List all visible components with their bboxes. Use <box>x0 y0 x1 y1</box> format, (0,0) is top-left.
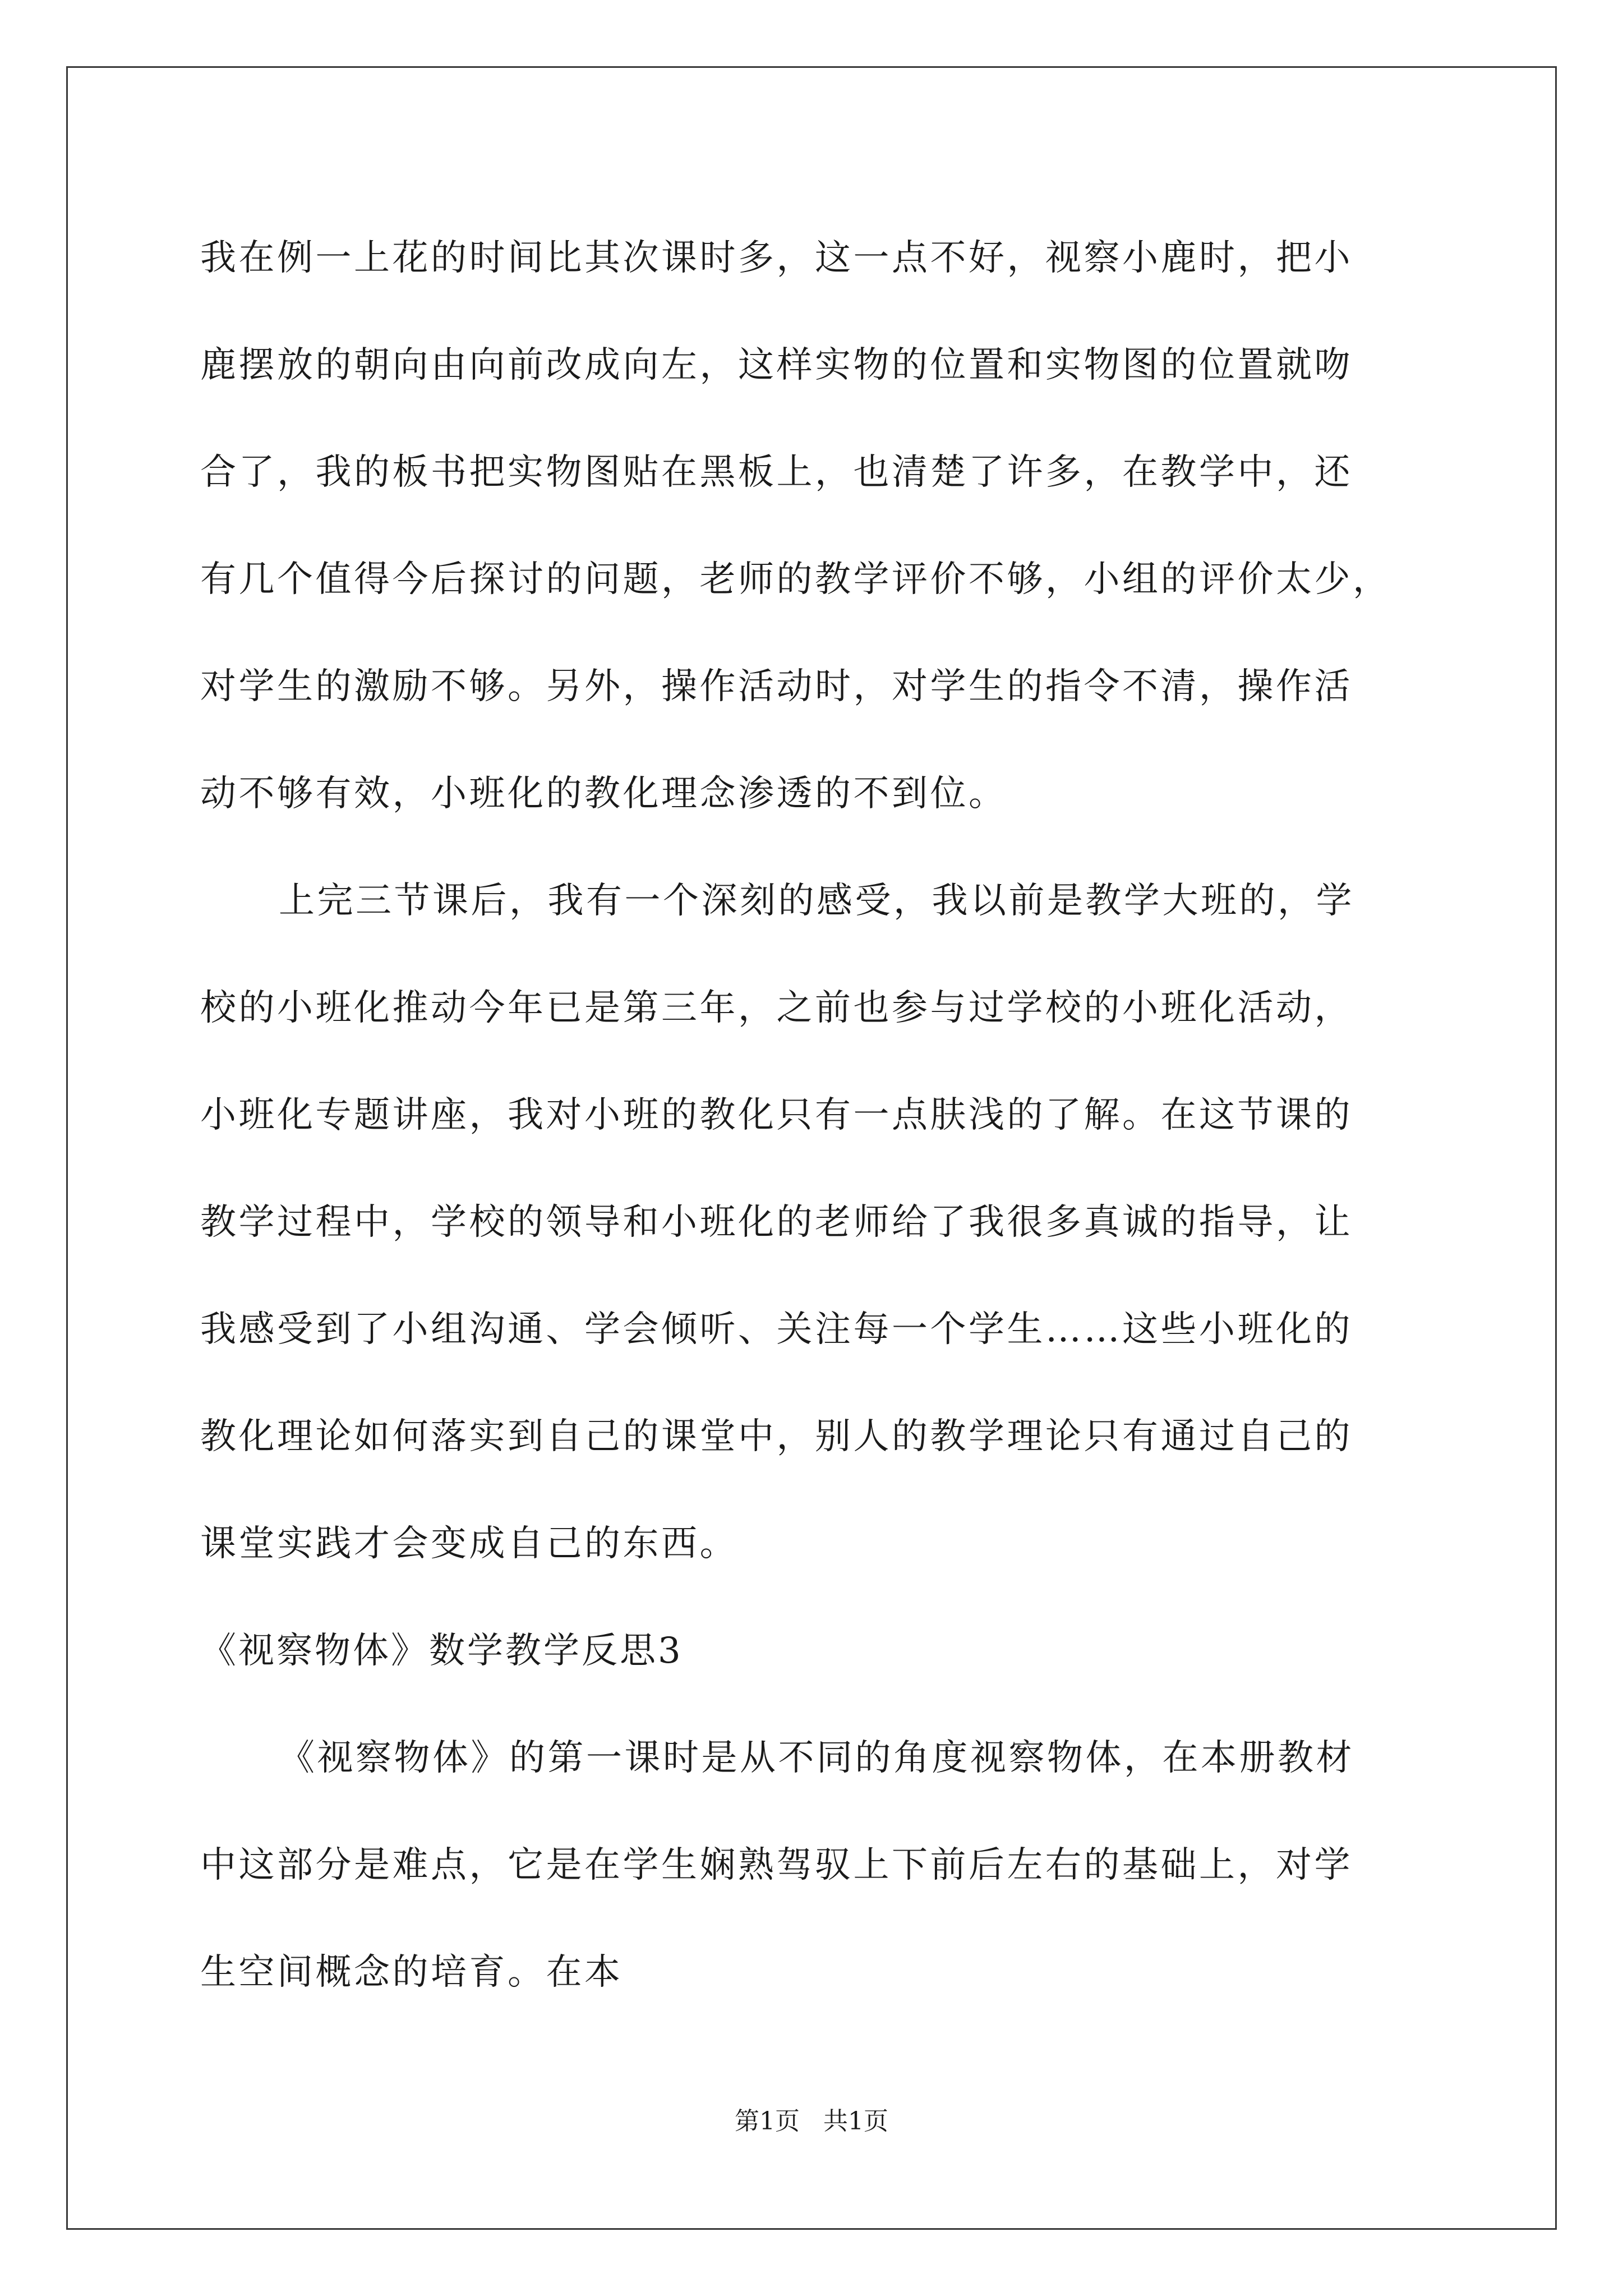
text-line: 教学过程中，学校的领导和小班化的老师给了我很多真诚的指导，让 <box>200 1202 1353 1243</box>
paragraph-2 <box>200 848 1447 1598</box>
text-line: 鹿摆放的朝向由向前改成向左，这样实物的位置和实物图的位置就吻 <box>200 344 1353 386</box>
text-line: 上完三节课后，我有一个深刻的感受，我以前是教学大班的，学 <box>279 880 1354 922</box>
section-title: 《视察物体》数学教学反思3 <box>200 1630 683 1672</box>
paragraph-1 <box>200 205 1447 848</box>
text-line: 对学生的激励不够。另外，操作活动时，对学生的指令不清，操作活 <box>200 666 1353 707</box>
section-heading <box>200 1598 1447 1705</box>
text-line: 有几个值得今后探讨的问题，老师的教学评价不够，小组的评价太少， <box>200 559 1391 600</box>
text-line: 生空间概念的培育。在本 <box>200 1952 623 1993</box>
text-line: 我在例一上花的时间比其次课时多，这一点不好，视察小鹿时，把小 <box>200 237 1353 279</box>
page-number-footer: 第1页 共1页 <box>735 2107 888 2136</box>
text-line: 小班化专题讲座，我对小班的教化只有一点肤浅的了解。在这节课的 <box>200 1094 1353 1136</box>
text-line: 《视察物体》的第一课时是从不同的角度视察物体，在本册教材 <box>279 1737 1354 1779</box>
text-line: 教化理论如何落实到自己的课堂中，别人的教学理论只有通过自己的 <box>200 1416 1353 1457</box>
document-body <box>200 205 1447 2026</box>
text-line: 我感受到了小组沟通、学会倾听、关注每一个学生……这些小班化的 <box>200 1309 1353 1350</box>
paragraph-3 <box>200 1705 1447 2026</box>
text-line: 课堂实践才会变成自己的东西。 <box>200 1523 738 1565</box>
text-line: 动不够有效，小班化的教化理念渗透的不到位。 <box>200 773 1007 815</box>
text-line: 合了，我的板书把实物图贴在黑板上，也清楚了许多，在教学中，还 <box>200 452 1353 493</box>
text-line: 中这部分是难点，它是在学生娴熟驾驭上下前后左右的基础上，对学 <box>200 1844 1353 1886</box>
text-line: 校的小班化推动今年已是第三年，之前也参与过学校的小班化活动， <box>200 987 1353 1029</box>
